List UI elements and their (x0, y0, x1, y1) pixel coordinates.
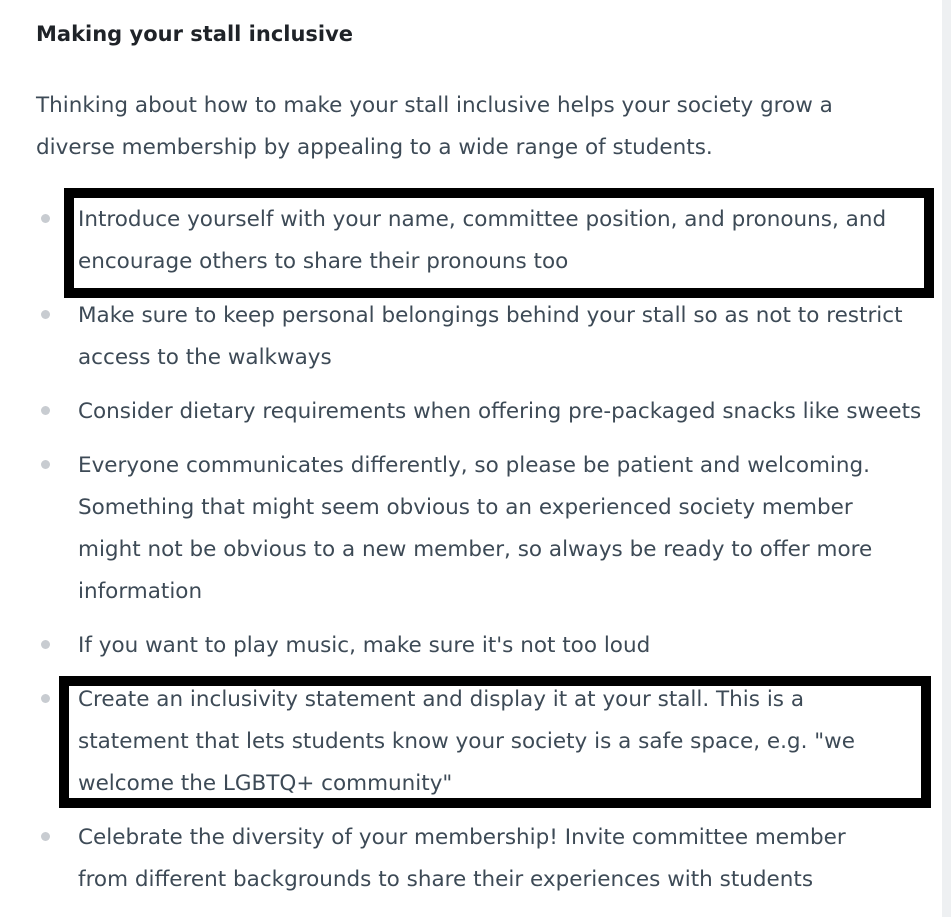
list-item: Everyone communicates differently, so please be patient and welcoming. Something that might seem obvious to an experienced society member might not be obvious to a new member, so always be ready to offer more information (78, 453, 873, 604)
highlight-box-pronouns (64, 188, 934, 298)
list-bullet (41, 310, 50, 319)
list-item: Make sure to keep personal belongings behind your stall so as not to restrict access to the walkways (78, 303, 903, 370)
list-bullet (41, 832, 50, 841)
list-item: If you want to play music, make sure it's not too loud (78, 633, 651, 658)
list-bullet (41, 694, 50, 703)
list-item: Consider dietary requirements when offering pre-packaged snacks like sweets (78, 399, 922, 424)
intro-paragraph: Thinking about how to make your stall inclusive helps your society grow a diverse membership by appealing to a wide range of students. (36, 93, 833, 160)
list-bullet (41, 640, 50, 649)
list-bullet (41, 214, 50, 223)
scrollbar-track[interactable] (942, 0, 951, 917)
highlight-box-inclusivity-statement (59, 676, 931, 808)
list-item: Celebrate the diversity of your membership! Invite committee member from different backgrounds to share their experiences with students (78, 825, 846, 892)
list-item: Introduce yourself with your name, committee position, and pronouns, and encourage others to share their pronouns too (78, 207, 887, 274)
list-bullet (41, 406, 50, 415)
list-item: Create an inclusivity statement and display it at your stall. This is a statement that lets students know your society is a safe space, e.g. "we welcome the LGBTQ+ community" (78, 687, 855, 796)
list-bullet (41, 460, 50, 469)
section-heading: Making your stall inclusive (36, 22, 354, 46)
